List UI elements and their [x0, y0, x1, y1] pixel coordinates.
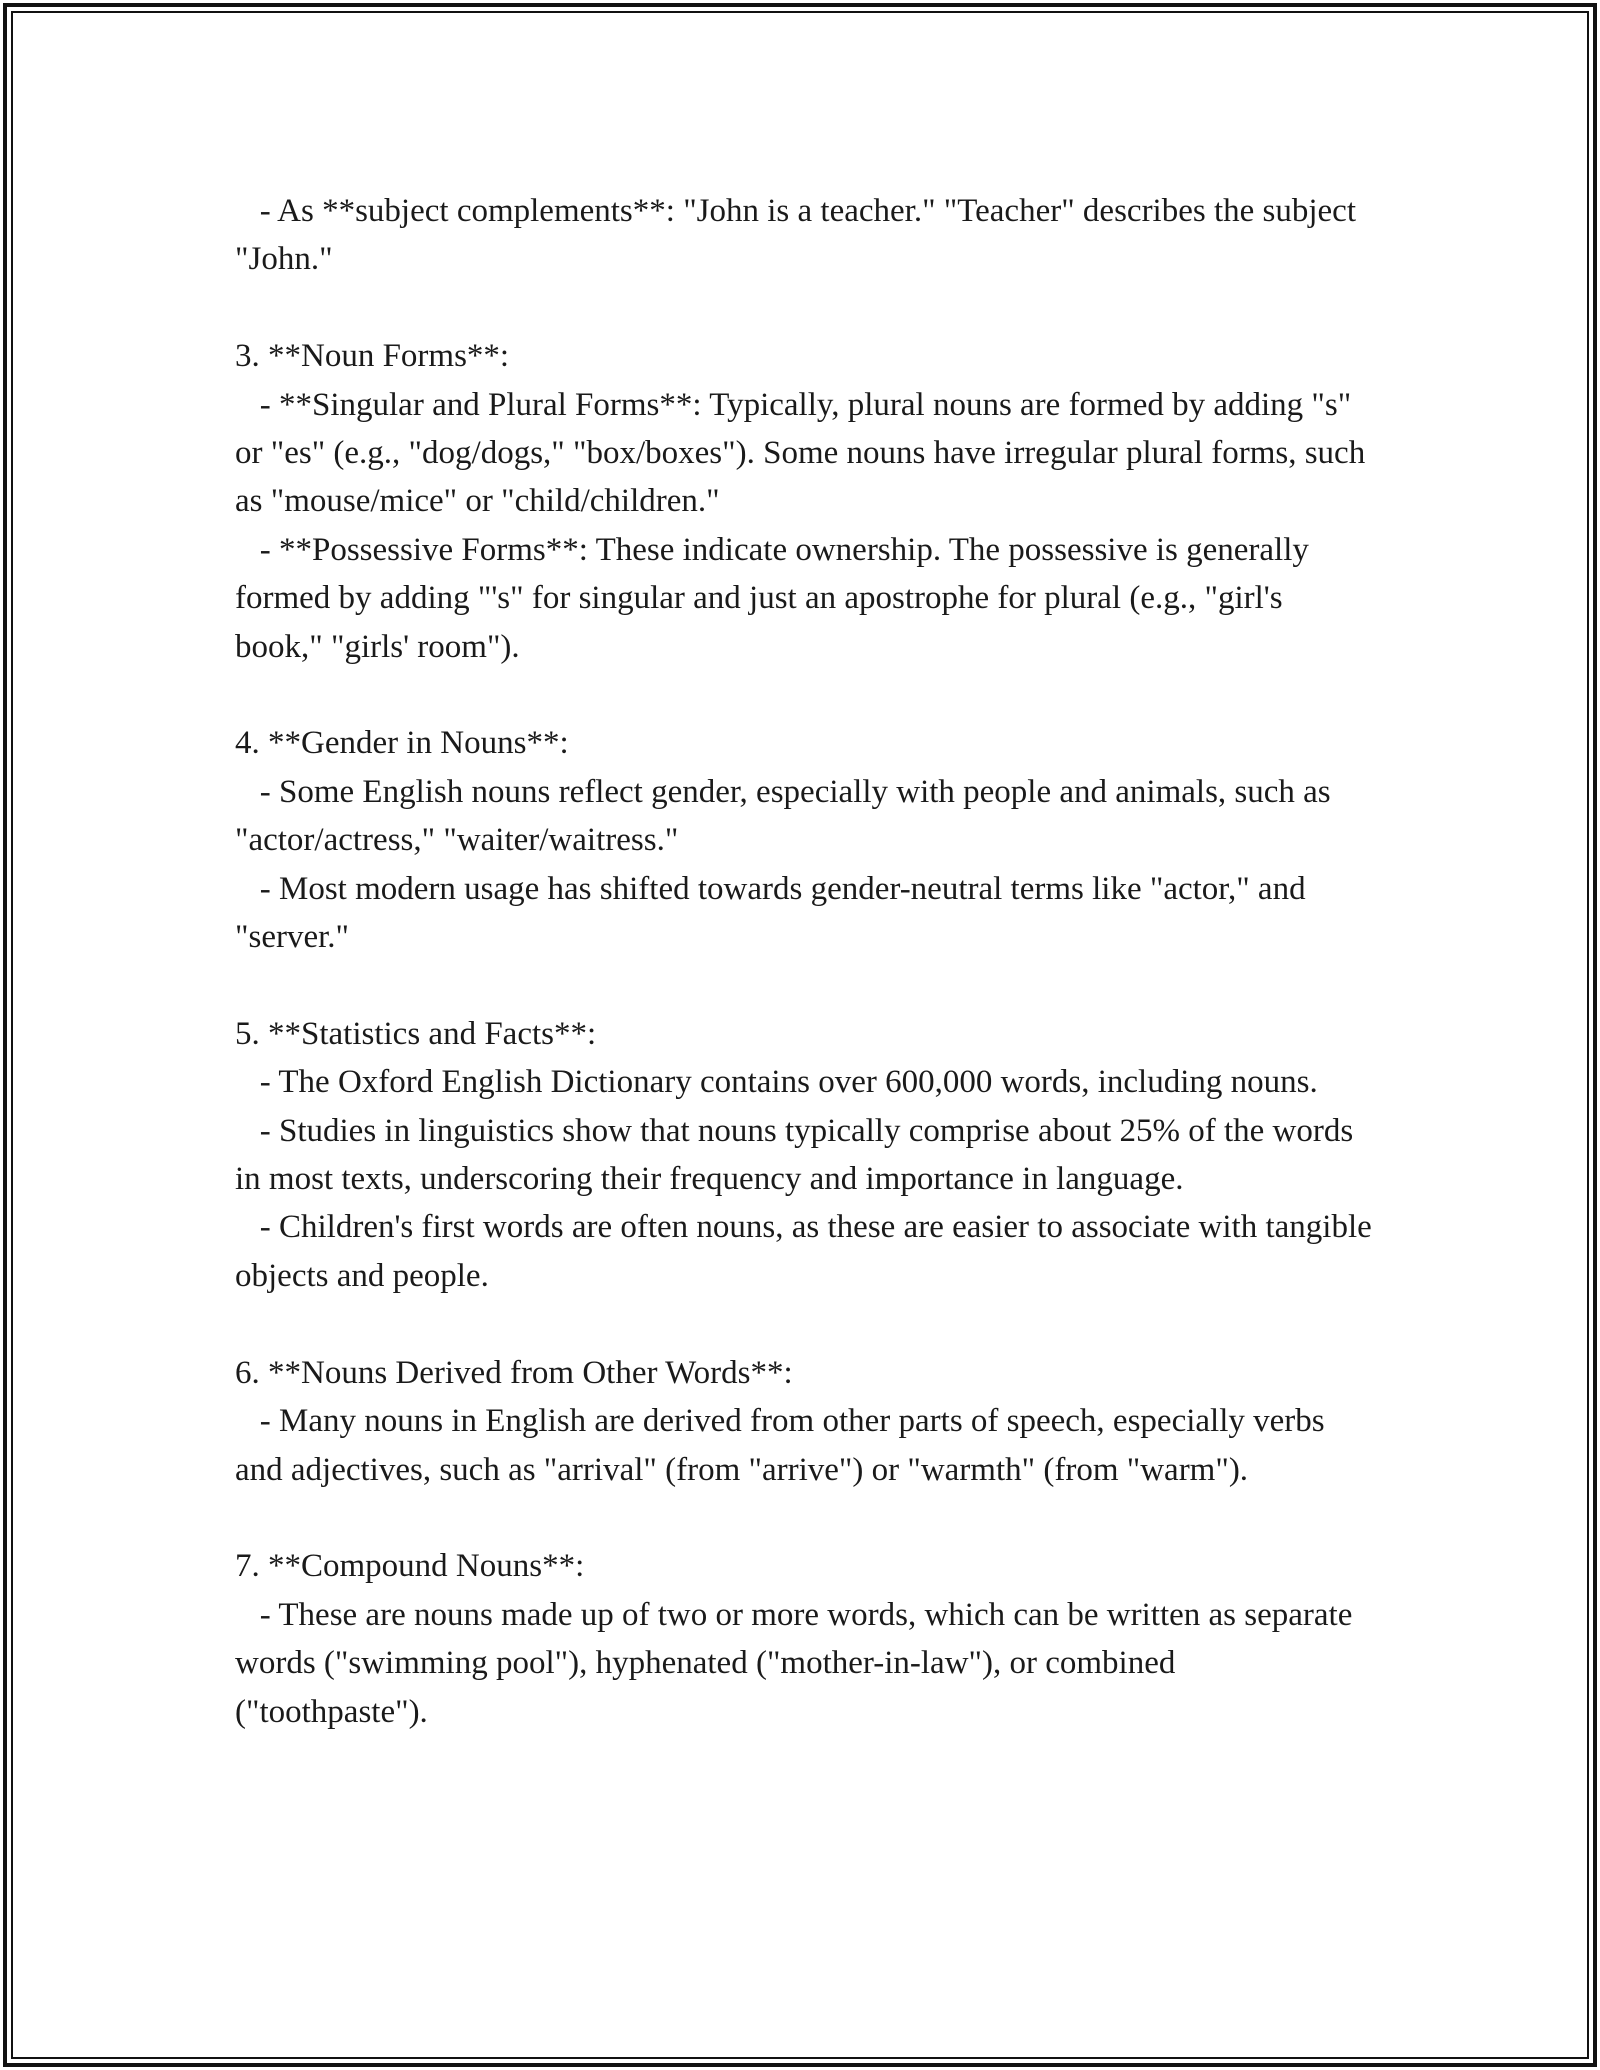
- paragraph: - These are nouns made up of two or more words, which can be written as separate words ("swimming pool"), hyphenated ("mother-in-law"), or combined ("toothpaste").: [235, 1596, 1361, 1730]
- paragraph: - Many nouns in English are derived from other parts of speech, especially verbs and adjectives, such as "arrival" (from "arrive") or "warmth" (from "warm").: [235, 1403, 1333, 1488]
- paragraph-gap: [235, 671, 1375, 719]
- paragraph-gap: [235, 961, 1375, 1009]
- paragraph: - As **subject complements**: "John is a teacher." "Teacher" describes the subject "John.": [235, 193, 1365, 278]
- section-heading: 6. **Nouns Derived from Other Words**:: [235, 1354, 793, 1391]
- section-heading: 5. **Statistics and Facts**:: [235, 1015, 597, 1052]
- section-heading: 7. **Compound Nouns**:: [235, 1548, 585, 1585]
- paragraph: - Most modern usage has shifted towards gender-neutral terms like "actor," and "server.": [235, 870, 1314, 956]
- paragraph: - **Possessive Forms**: These indicate ownership. The possessive is generally formed by adding "'s" for singular and just an apostrophe for plural (e.g., "girl's book," "girls' room").: [235, 531, 1318, 665]
- section-heading: 4. **Gender in Nouns**:: [235, 725, 569, 762]
- section-heading: 3. **Noun Forms**:: [235, 338, 510, 375]
- paragraph: - Some English nouns reflect gender, especially with people and animals, such as "actor/actress," "waiter/waitress.": [235, 773, 1339, 859]
- paragraph: - The Oxford English Dictionary contains over 600,000 words, including nouns.: [235, 1064, 1318, 1101]
- paragraph-gap: [235, 1494, 1375, 1542]
- paragraph: - Studies in linguistics show that nouns typically comprise about 25% of the words in most texts, underscoring their frequency and importance in language.: [235, 1112, 1362, 1198]
- paragraph: - **Singular and Plural Forms**: Typically, plural nouns are formed by adding "s" or "es" (e.g., "dog/dogs," "box/boxes"). Some nouns have irregular plural forms, such as "mouse/mice" or "child/children.": [235, 386, 1374, 520]
- paragraph-gap: [235, 1300, 1375, 1348]
- paragraph-gap: [235, 284, 1375, 332]
- paragraph: - Children's first words are often nouns, as these are easier to associate with tangible objects and people.: [235, 1209, 1381, 1294]
- document-body: [235, 187, 1381, 1736]
